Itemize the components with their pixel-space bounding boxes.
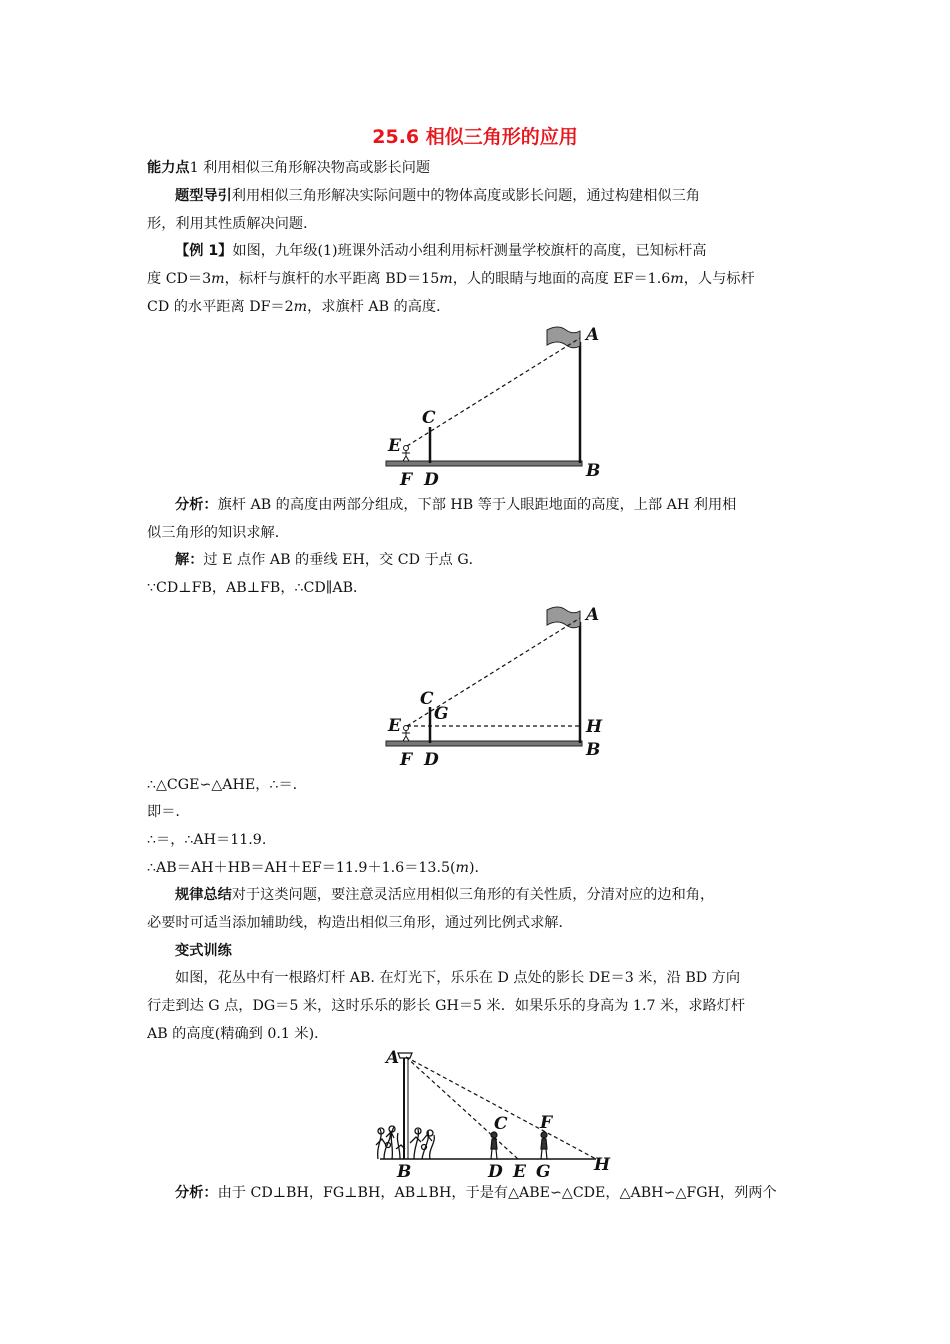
unit-m: m	[439, 271, 453, 287]
label-B: B	[397, 1162, 412, 1182]
ability-label: 能力点	[147, 160, 190, 176]
ground-bar	[386, 461, 582, 466]
analysis-text-1: 旗杆 AB 的高度由两部分组成，下部 HB 等于人眼距地面的高度，上部 AH 利用相	[217, 497, 737, 513]
step-3: ∴＝，∴AH＝11.9.	[147, 832, 267, 848]
example-text-3b: ，求旗杆 AB 的高度．	[307, 299, 451, 315]
label-D: D	[424, 750, 439, 770]
label-G: G	[536, 1162, 551, 1182]
summary-line-2: 必要时可适当添加辅助线，构造出相似三角形，通过列比例式求解．	[147, 915, 573, 931]
figure-flagpole-1	[380, 320, 610, 495]
person-at-G-icon	[541, 1132, 547, 1159]
example-text-3a: CD 的水平距离 DF＝2	[147, 299, 294, 315]
exercise-heading: 变式训练	[175, 943, 232, 959]
sight-line	[407, 338, 580, 446]
label-E: E	[513, 1162, 526, 1182]
solution-line-2: ∵CD⊥FB，AB⊥FB，∴CD∥AB．	[147, 580, 368, 596]
solution-label: 解：	[175, 552, 204, 568]
unit-m: m	[293, 299, 308, 315]
analysis-line-2: 似三角形的知识求解．	[147, 525, 289, 541]
step-1: ∴△CGE∽△AHE，∴＝.	[147, 777, 298, 793]
example-label: 【例 1】	[175, 243, 233, 259]
label-H: H	[586, 717, 603, 737]
exercise-line-1: 如图，花丛中有一根路灯杆 AB. 在灯光下，乐乐在 D 点处的影长 DE＝3 米，沿 BD 方向	[175, 970, 741, 986]
guide-text-1: 利用相似三角形解决实际问题中的物体高度或影长问题，通过构建相似三角	[231, 188, 700, 204]
step-4-text: ∴AB＝AH＋HB＝AH＋EF＝11.9＋1.6＝13.5(	[147, 860, 456, 876]
person-at-D-icon	[491, 1132, 497, 1159]
label-F: F	[400, 470, 413, 490]
step-4-end: )．	[469, 860, 489, 876]
ability-point-line	[147, 158, 812, 178]
summary-text-1: 对于这类问题，要注意灵活应用相似三角形的有关性质，分清对应的边和角，	[231, 887, 715, 903]
summary-line-1	[175, 885, 812, 905]
example-text-2d: ，人与标杆	[683, 271, 755, 287]
step-2: 即＝.	[147, 804, 180, 820]
summary-label: 规律总结	[175, 887, 232, 903]
example-text-2a: 度 CD＝3	[147, 271, 212, 287]
label-H: H	[594, 1155, 611, 1175]
figure-flagpole-2	[380, 600, 610, 775]
label-B: B	[586, 461, 601, 481]
lamp-icon	[398, 1053, 412, 1058]
label-D: D	[424, 470, 439, 490]
analysis2-line-1	[175, 1183, 812, 1203]
page-title: 25.6 相似三角形的应用	[372, 126, 578, 148]
analysis-label: 分析：	[175, 497, 218, 513]
label-A: A	[386, 1048, 400, 1068]
exercise-line-2: 行走到达 G 点，DG＝5 米，这时乐乐的影长 GH＝5 米．如果乐乐的身高为 1.7 米，求路灯杆	[147, 998, 746, 1014]
label-B: B	[586, 740, 601, 760]
exercise-line-3: AB 的高度(精确到 0.1 米)．	[147, 1026, 329, 1042]
person-icon	[402, 446, 410, 462]
label-C: C	[420, 689, 434, 709]
label-E: E	[388, 716, 401, 736]
ground-bar	[386, 741, 582, 746]
label-F: F	[540, 1113, 553, 1133]
step-4	[147, 858, 812, 878]
unit-m: m	[670, 271, 684, 287]
solution-line-1	[175, 550, 812, 570]
analysis2-label: 分析：	[175, 1185, 218, 1201]
example-line-2	[147, 269, 812, 289]
label-D: D	[488, 1162, 503, 1182]
example-line-3	[147, 297, 812, 317]
label-F: F	[400, 750, 413, 770]
flag-icon	[547, 327, 580, 348]
flag-icon	[547, 607, 580, 628]
guide-line-1	[175, 186, 812, 206]
label-A: A	[586, 325, 600, 345]
label-E: E	[388, 436, 401, 456]
example-text-2c: ，人的眼睛与地面的高度 EF＝1.6	[452, 271, 671, 287]
label-A: A	[586, 605, 600, 625]
example-text-2b: ，标杆与旗杆的水平距离 BD＝15	[224, 271, 440, 287]
example-line-1	[175, 241, 812, 261]
label-C: C	[422, 408, 436, 428]
label-C: C	[494, 1114, 508, 1134]
figure-streetlight	[370, 1045, 620, 1180]
flower-bush-icon	[376, 1126, 434, 1159]
guide-line-2: 形，利用其性质解决问题．	[147, 216, 318, 232]
person-icon	[402, 726, 410, 742]
guide-label: 题型导引	[175, 188, 232, 204]
analysis-line-1	[175, 495, 812, 515]
example-text-1: 如图，九年级(1)班课外活动小组利用标杆测量学校旗杆的高度，已知标杆高	[232, 243, 707, 259]
unit-m: m	[211, 271, 225, 287]
ability-text: 1 利用相似三角形解决物高或影长问题	[189, 160, 431, 176]
analysis2-text-1: 由于 CD⊥BH，FG⊥BH，AB⊥BH，于是有△ABE∽△CDE，△ABH∽△FGH，列两个	[217, 1185, 777, 1201]
label-G: G	[434, 704, 449, 724]
unit-m: m	[455, 860, 469, 876]
sight-line	[407, 618, 580, 726]
solution-text-1: 过 E 点作 AB 的垂线 EH，交 CD 于点 G．	[203, 552, 483, 568]
